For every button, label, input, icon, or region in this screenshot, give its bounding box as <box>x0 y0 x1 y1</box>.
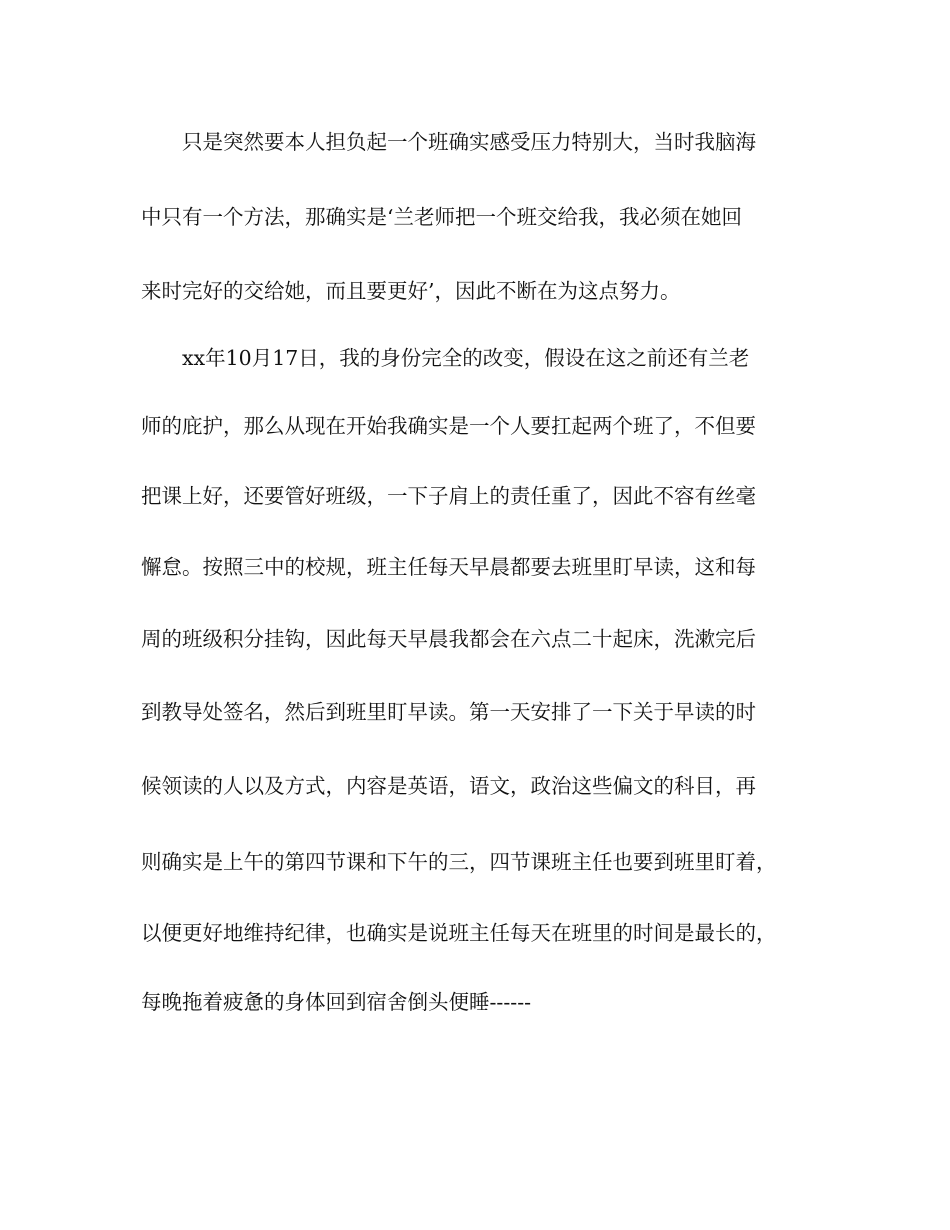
paragraph-2-line-6: 到教导处签名，然后到班里盯早读。第一天安排了一下关于早读的时 <box>141 700 756 724</box>
paragraph-2-line-5: 周的班级积分挂钩，因此每天早晨我都会在六点二十起床，洗漱完后 <box>141 627 756 651</box>
paragraph-2-line-8: 则确实是上午的第四节课和下午的三，四节课班主任也要到班里盯着， <box>141 850 777 874</box>
paragraph-2-line-3: 把课上好，还要管好班级，一下子肩上的责任重了，因此不容有丝毫 <box>141 484 756 508</box>
paragraph-2-line-7: 候领读的人以及方式，内容是英语，语文，政治这些偏文的科目，再 <box>141 774 756 798</box>
paragraph-2-line-4: 懈怠。按照三中的校规，班主任每天早晨都要去班里盯早读，这和每 <box>141 555 756 579</box>
paragraph-2-line-1: xx年10月17日，我的身份完全的改变，假设在这之前还有兰老 <box>182 346 750 370</box>
paragraph-1-line-1: 只是突然要本人担负起一个班确实感受压力特别大，当时我脑海 <box>182 130 756 154</box>
paragraph-2-line-2: 师的庇护，那么从现在开始我确实是一个人要扛起两个班了，不但要 <box>141 414 756 438</box>
paragraph-2-line-9: 以便更好地维持纪律，也确实是说班主任每天在班里的时间是最长的， <box>141 921 777 945</box>
paragraph-2-line-10: 每晚拖着疲惫的身体回到宿舍倒头便睡------ <box>141 990 532 1014</box>
paragraph-1-line-3: 来时完好的交给她，而且要更好’，因此不断在为这点努力。 <box>141 279 681 303</box>
paragraph-1-line-2: 中只有一个方法，那确实是‘兰老师把一个班交给我，我必须在她回 <box>141 205 743 229</box>
